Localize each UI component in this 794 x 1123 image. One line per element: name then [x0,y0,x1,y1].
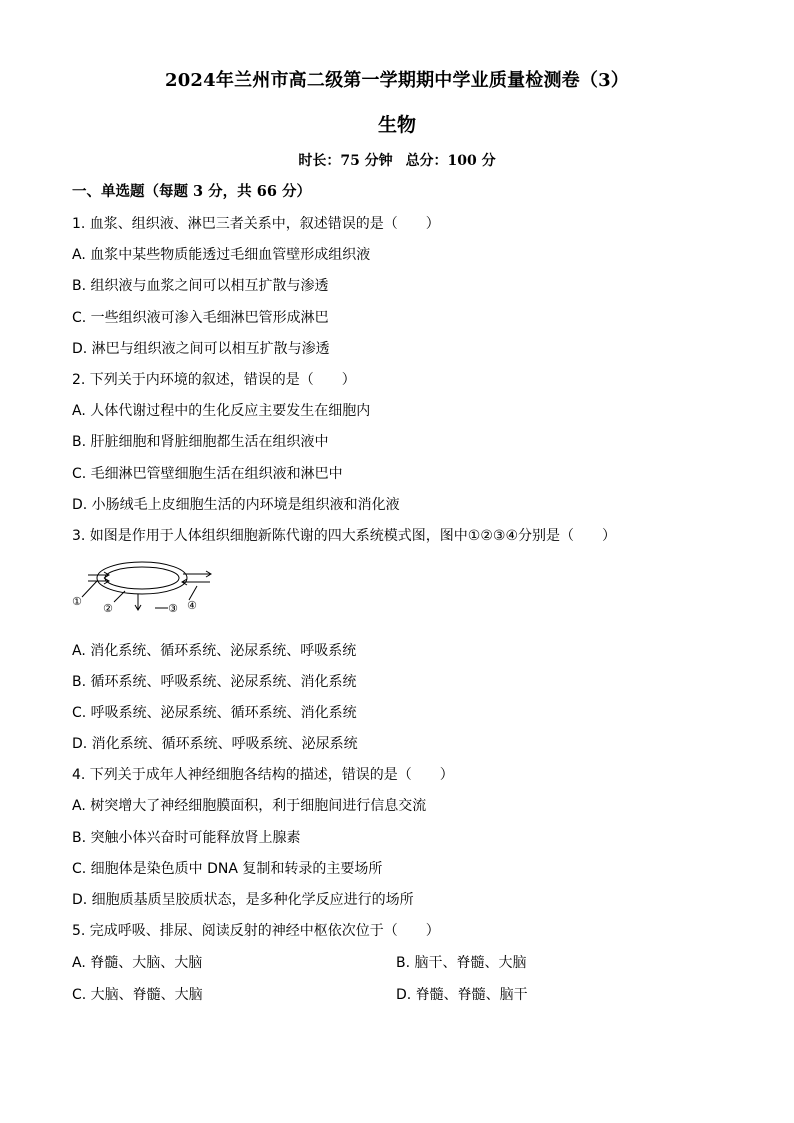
exam-meta [0,150,794,170]
section-heading: 一、单选题（每题 3 分，共 66 分） [72,183,311,200]
question-5-option-a: A. 脊髓、大脑、大脑 [72,955,203,971]
question-4-stem: 4. 下列关于成年人神经细胞各结构的描述，错误的是（ ） [72,767,454,783]
question-1-option-c: C. 一些组织液可渗入毛细淋巴管形成淋巴 [72,310,329,326]
question-3-option-c: C. 呼吸系统、泌尿系统、循环系统、消化系统 [72,705,357,721]
total-score-text: 总分：100 分 [405,153,496,169]
question-3-option-b: B. 循环系统、呼吸系统、泌尿系统、消化系统 [72,674,357,690]
question-1-option-a: A. 血浆中某些物质能透过毛细血管壁形成组织液 [72,247,371,263]
question-1-option-d: D. 淋巴与组织液之间可以相互扩散与渗透 [72,341,330,357]
question-5-option-b: B. 脑干、脊髓、大脑 [396,955,527,971]
question-1-stem: 1. 血浆、组织液、淋巴三者关系中，叙述错误的是（ ） [72,216,440,232]
diagram-label-2: ② [103,602,113,615]
question-5-stem: 5. 完成呼吸、排尿、阅读反射的神经中枢依次位于（ ） [72,923,440,939]
diagram-label-1: ① [72,595,82,608]
question-2-option-c: C. 毛细淋巴管壁细胞生活在组织液和淋巴中 [72,466,343,482]
question-5-option-d: D. 脊髓、脊髓、脑干 [396,987,528,1003]
question-2-stem: 2. 下列关于内环境的叙述，错误的是（ ） [72,372,356,388]
question-3-stem: 3. 如图是作用于人体组织细胞新陈代谢的四大系统模式图，图中①②③④分别是（ ） [72,528,617,544]
diagram-label-3: ③ [168,602,178,615]
question-1-option-b: B. 组织液与血浆之间可以相互扩散与渗透 [72,278,329,294]
question-4-option-b: B. 突触小体兴奋时可能释放肾上腺素 [72,830,301,846]
question-3-option-a: A. 消化系统、循环系统、泌尿系统、呼吸系统 [72,643,357,659]
question-5-option-c: C. 大脑、脊髓、大脑 [72,987,203,1003]
question-2-option-a: A. 人体代谢过程中的生化反应主要发生在细胞内 [72,403,371,419]
question-4-option-d: D. 细胞质基质呈胶质状态，是多种化学反应进行的场所 [72,892,414,908]
subject-title: 生物 [377,114,416,136]
question-2-option-b: B. 肝脏细胞和肾脏细胞都生活在组织液中 [72,434,329,450]
four-systems-diagram [70,555,220,615]
question-4-option-a: A. 树突增大了神经细胞膜面积，利于细胞间进行信息交流 [72,798,427,814]
diagram-label-4: ④ [187,599,197,612]
question-2-option-d: D. 小肠绒毛上皮细胞生活的内环境是组织液和消化液 [72,497,400,513]
question-4-option-c: C. 细胞体是染色质中 DNA 复制和转录的主要场所 [72,861,383,877]
duration-text: 时长：75 分钟 [298,153,393,169]
exam-title: 2024年兰州市高二级第一学期期中学业质量检测卷（3） [164,70,630,91]
question-3-option-d: D. 消化系统、循环系统、呼吸系统、泌尿系统 [72,736,358,752]
